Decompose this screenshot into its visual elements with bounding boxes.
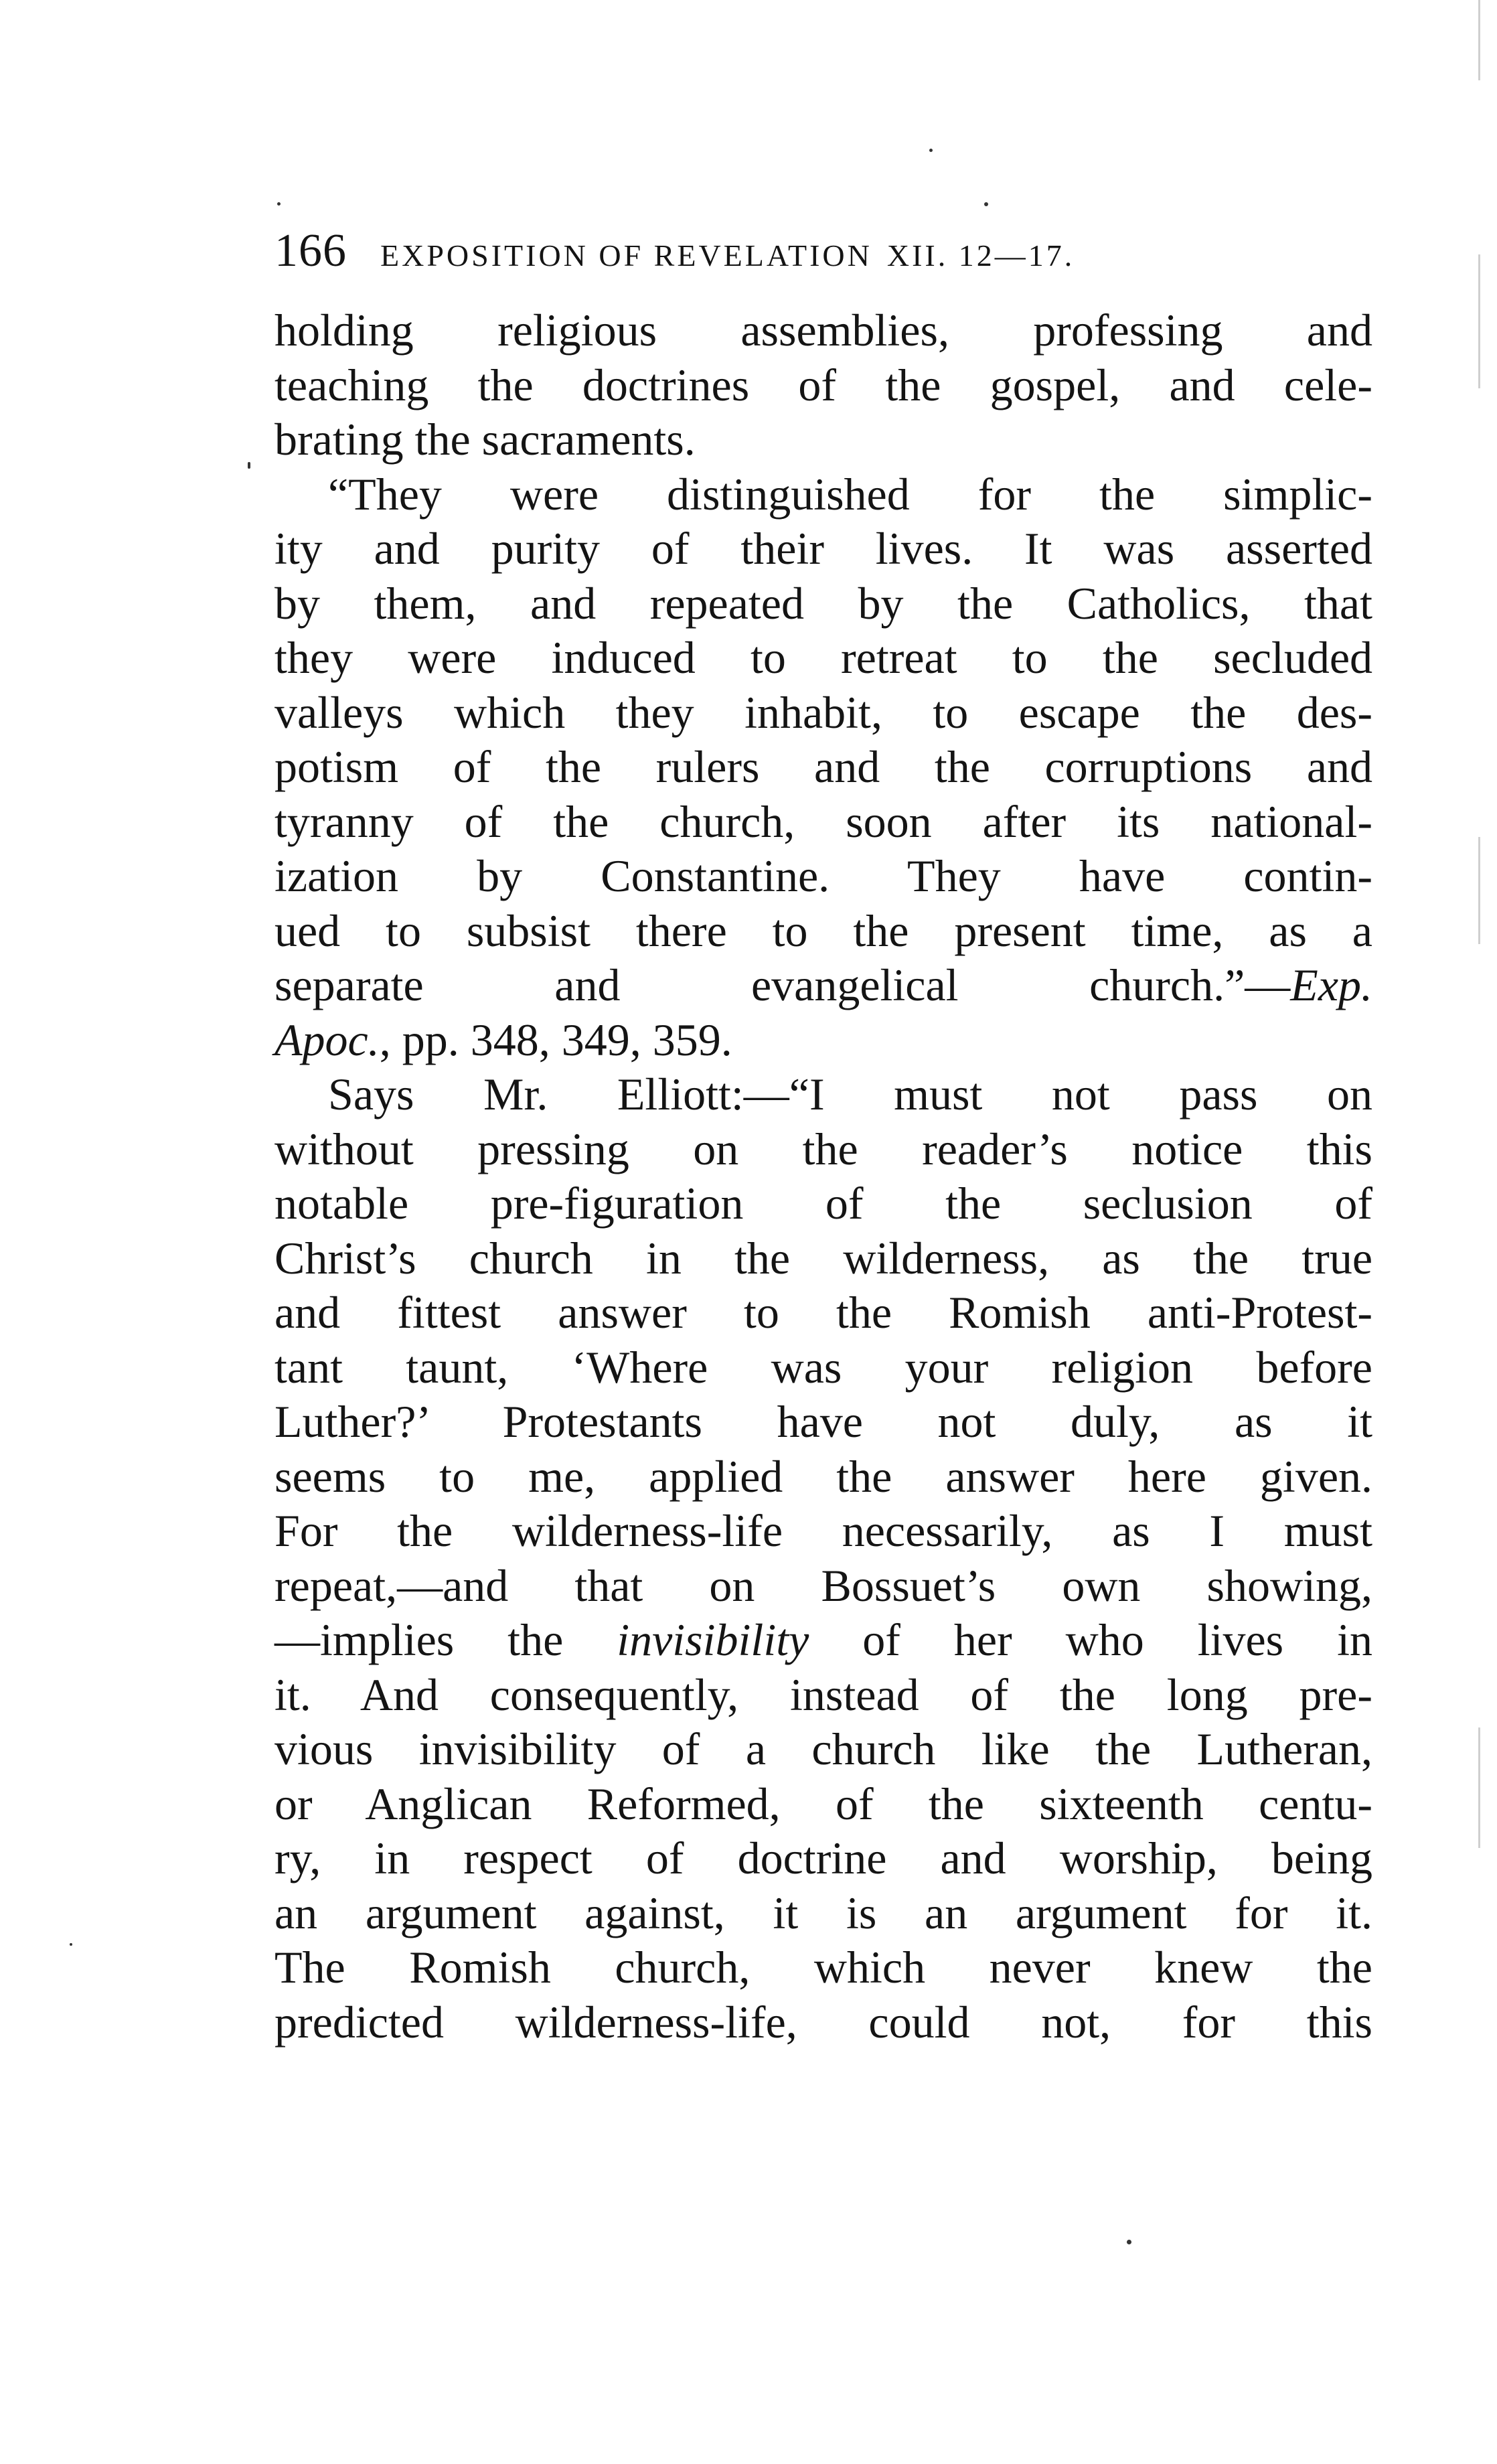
text-line xyxy=(274,1286,1372,1340)
line-text: The Romish church, which never knew the xyxy=(274,1942,1372,1993)
line-text: valleys which they inhabit, to escape the des- xyxy=(274,686,1372,738)
line-text: notable pre-figuration of the seclusion of xyxy=(274,1178,1372,1229)
text-line xyxy=(274,1395,1372,1450)
text-line xyxy=(274,849,1372,904)
line-text: and fittest answer to the Romish anti-Protest- xyxy=(274,1287,1372,1338)
text-line xyxy=(274,1340,1372,1395)
text-line xyxy=(274,1067,1372,1122)
running-head xyxy=(380,238,1075,273)
scan-speck xyxy=(1127,2240,1131,2244)
text-line xyxy=(274,1831,1372,1886)
line-text: separate and evangelical church.”— xyxy=(274,959,1291,1010)
text-line xyxy=(274,1995,1372,2050)
line-text: tyranny of the church, soon after its national- xyxy=(274,795,1372,847)
page-number: 166 xyxy=(274,225,347,277)
line-text: , pp. 348, 349, 359. xyxy=(379,1014,732,1065)
line-text: brating the sacraments. xyxy=(274,414,696,465)
text-line xyxy=(274,904,1372,959)
line-text: ization by Constantine. They have contin- xyxy=(274,850,1372,901)
line-text: predicted wilderness-life, could not, for this xyxy=(274,1996,1372,2048)
italic-text: Exp. xyxy=(1290,959,1372,1010)
line-text: For the wilderness-life necessarily, as I must xyxy=(274,1505,1372,1556)
text-line xyxy=(274,467,1372,522)
line-text: holding religious assemblies, professing and xyxy=(274,305,1372,356)
line-text: without pressing on the reader’s notice this xyxy=(274,1123,1372,1174)
text-line xyxy=(274,576,1372,631)
scan-speck xyxy=(70,1943,72,1946)
text-line xyxy=(274,1613,1372,1668)
scan-speck xyxy=(248,462,250,469)
scan-speck xyxy=(984,202,988,206)
scan-speck xyxy=(277,202,281,206)
line-text: potism of the rulers and the corruptions and xyxy=(274,741,1372,792)
text-line xyxy=(274,1777,1372,1832)
line-text: seems to me, applied the answer here given. xyxy=(274,1450,1372,1502)
page-edge-shadow xyxy=(1478,254,1480,388)
page-edge-shadow xyxy=(1478,0,1480,80)
text-line xyxy=(274,1504,1372,1559)
page-edge-shadow xyxy=(1478,1727,1480,1848)
page-header xyxy=(274,224,1372,278)
line-text: Says Mr. Elliott:—“I must not pass on xyxy=(328,1069,1372,1120)
line-text: repeat,—and that on Bossuet’s own showing, xyxy=(274,1559,1372,1611)
text-line xyxy=(274,1722,1372,1777)
line-text: it. And consequently, instead of the long pre- xyxy=(274,1669,1372,1720)
line-text: Luther?’ Protestants have not duly, as it xyxy=(274,1396,1372,1447)
body-text xyxy=(274,303,1372,2050)
line-text: or Anglican Reformed, of the sixteenth centu- xyxy=(274,1778,1372,1829)
line-text: “They were distinguished for the simplic- xyxy=(328,468,1372,520)
text-line xyxy=(274,1940,1372,1995)
running-title: EXPOSITION OF REVELATION xyxy=(380,238,872,273)
line-text: of her who lives in xyxy=(809,1614,1372,1665)
text-line xyxy=(274,1122,1372,1177)
line-text: an argument against, it is an argument for it. xyxy=(274,1887,1372,1938)
line-text: Christ’s church in the wilderness, as the true xyxy=(274,1232,1372,1284)
scan-speck xyxy=(929,149,933,152)
page-edge-shadow xyxy=(1478,837,1480,944)
line-text: they were induced to retreat to the secluded xyxy=(274,632,1372,683)
text-line xyxy=(274,740,1372,795)
line-text: vious invisibility of a church like the Lutheran, xyxy=(274,1723,1372,1774)
text-line xyxy=(274,1450,1372,1505)
line-text: ity and purity of their lives. It was asserted xyxy=(274,523,1372,574)
line-text: teaching the doctrines of the gospel, and cele- xyxy=(274,359,1372,410)
text-line xyxy=(274,522,1372,576)
text-line xyxy=(274,686,1372,741)
text-line xyxy=(274,303,1372,358)
italic-text: Apoc. xyxy=(274,1014,380,1065)
text-line xyxy=(274,1668,1372,1723)
chapter-reference: XII. 12—17. xyxy=(886,238,1075,273)
line-text: by them, and repeated by the Catholics, that xyxy=(274,577,1372,629)
text-line xyxy=(274,1231,1372,1286)
italic-text: invisibility xyxy=(617,1614,809,1665)
text-line xyxy=(274,1013,1372,1068)
text-line xyxy=(274,958,1372,1013)
line-text: tant taunt, ‘Where was your religion before xyxy=(274,1341,1372,1393)
text-line xyxy=(274,412,1372,467)
text-line xyxy=(274,1559,1372,1614)
text-line xyxy=(274,358,1372,413)
text-line xyxy=(274,631,1372,686)
line-text: —implies the xyxy=(274,1614,617,1665)
text-line xyxy=(274,1886,1372,1941)
line-text: ued to subsist there to the present time, as a xyxy=(274,905,1372,956)
text-line xyxy=(274,1176,1372,1231)
text-line xyxy=(274,795,1372,850)
line-text: ry, in respect of doctrine and worship, being xyxy=(274,1833,1372,1883)
